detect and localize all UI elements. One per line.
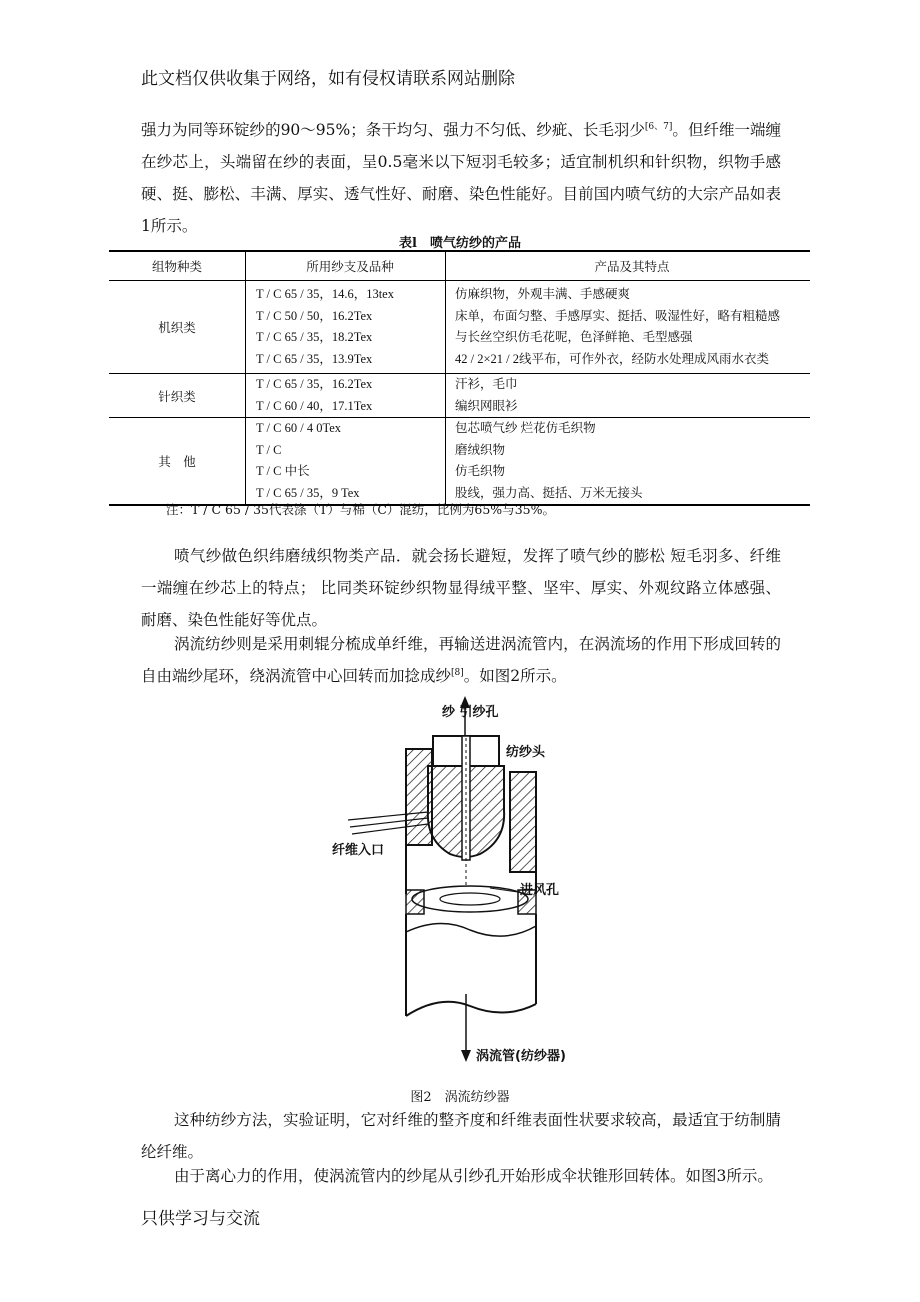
- table-row: [109, 374, 810, 418]
- fiber-inlet-label: 纤维入口: [332, 843, 385, 858]
- table-header-features: 产品及其特点: [446, 251, 811, 281]
- figure-caption: 图2 涡流纺纱器: [410, 1090, 510, 1105]
- category-cell: 机织类: [109, 281, 246, 374]
- yarn-cell: T / C 65 / 35，16.2Tex T / C 60 / 40，17.1Tex: [246, 374, 446, 418]
- table-note: 注：T / C 65 / 35代表涤（T）与棉（C）混纺，比例为65%与35%。: [166, 502, 555, 517]
- category-cell: 针织类: [109, 374, 246, 418]
- paragraph-5: 由于离心力的作用，使涡流管内的纱尾从引纱孔开始形成伞状锥形回转体。如图3所示。: [174, 1167, 773, 1185]
- table-row: [109, 281, 810, 374]
- yarn-cell: T / C 60 / 4 0Tex T / C T / C 中长 T / C 65 / 35，9 Tex: [246, 418, 446, 506]
- table-header-row: [109, 251, 810, 281]
- paragraph-3: 涡流纺纱则是采用刺辊分梳成单纤维，再输送进涡流管内，在涡流场的作用下形成回转的自由端纱尾环，绕涡流管中心回转而加捻成纱[8]。如图2所示。: [141, 635, 781, 685]
- swirl-ring: [412, 886, 528, 912]
- table-header-yarn: 所用纱支及品种: [246, 251, 446, 281]
- spinning-head-label: 纺纱头: [506, 745, 546, 760]
- feature-cell: 仿麻织物，外观丰满、手感硬爽 床单，布面匀整、手感厚实、挺括、吸湿性好，略有粗糙感 与长丝空织仿毛花呢，色泽鲜艳、毛型感强 42 / 2×21 / 2线平布，可作外衣，经防水处理成风雨水衣类: [446, 281, 811, 374]
- page-header: 此文档仅供收集于网络，如有侵权请联系网站删除: [141, 69, 515, 89]
- table-caption: 表l 喷气纺纱的产品: [399, 236, 521, 251]
- tube-break-bottom: [406, 1002, 536, 1016]
- table-header-category: 组物种类: [109, 251, 246, 281]
- paragraph-1: 强力为同等环锭纱的90～95%；条干均匀、强力不匀低、纱疵、长毛羽少[6、7]。但纤维一端缠在纱芯上，头端留在纱的表面，呈0.5毫米以下短羽毛较多；适宜制机织和针织物，织物手感硬、挺、膨松、丰满、厚实、透气性好、耐磨、染色性能好。目前国内喷气纺的大宗产品如表1所示。: [141, 121, 781, 235]
- tube-break-top: [406, 923, 536, 936]
- paragraph-2: 喷气纱做色织纬磨绒织物类产品．就会扬长避短，发挥了喷气纱的膨松 短毛羽多、纤维一端缠在纱芯上的特点； 比同类环锭纱织物显得绒平整、坚牢、厚实、外观纹路立体感强、耐磨、染色性能好等优点。: [141, 547, 781, 629]
- feature-cell: 包芯喷气纱 烂花仿毛织物 磨绒织物 仿毛织物 股线，强力高、挺括、万米无接头: [446, 418, 811, 506]
- air-vent-left: [406, 890, 424, 914]
- citation-8: [8]: [451, 667, 464, 678]
- vortex-spinner-diagram: [330, 694, 600, 1074]
- right-wall: [510, 772, 536, 872]
- citation-6-7: [6、7]: [644, 121, 673, 132]
- table-row: [109, 418, 810, 506]
- yarn-cell: T / C 65 / 35，14.6，13tex T / C 50 / 50，16.2Tex T / C 65 / 35，18.2Tex T / C 65 / 35，13.9Tex: [246, 281, 446, 374]
- air-inlet-label: 进风孔: [520, 883, 560, 898]
- vortex-tube-arrow: [461, 1050, 471, 1062]
- category-cell: 其 他: [109, 418, 246, 506]
- paragraph-4: 这种纺纱方法，实验证明，它对纤维的整齐度和纤维表面性状要求较高，最适宜于纺制腈纶纤维。: [141, 1111, 781, 1161]
- page-footer: 只供学习与交流: [141, 1209, 260, 1229]
- product-table: [109, 250, 810, 506]
- feature-cell: 汗衫，毛巾 编织网眼衫: [446, 374, 811, 418]
- vortex-tube-label: 涡流管(纺纱器): [476, 1049, 566, 1064]
- yarn-hole-label: 纱 引纱孔: [442, 705, 499, 720]
- swirl-ring-inner: [440, 893, 500, 905]
